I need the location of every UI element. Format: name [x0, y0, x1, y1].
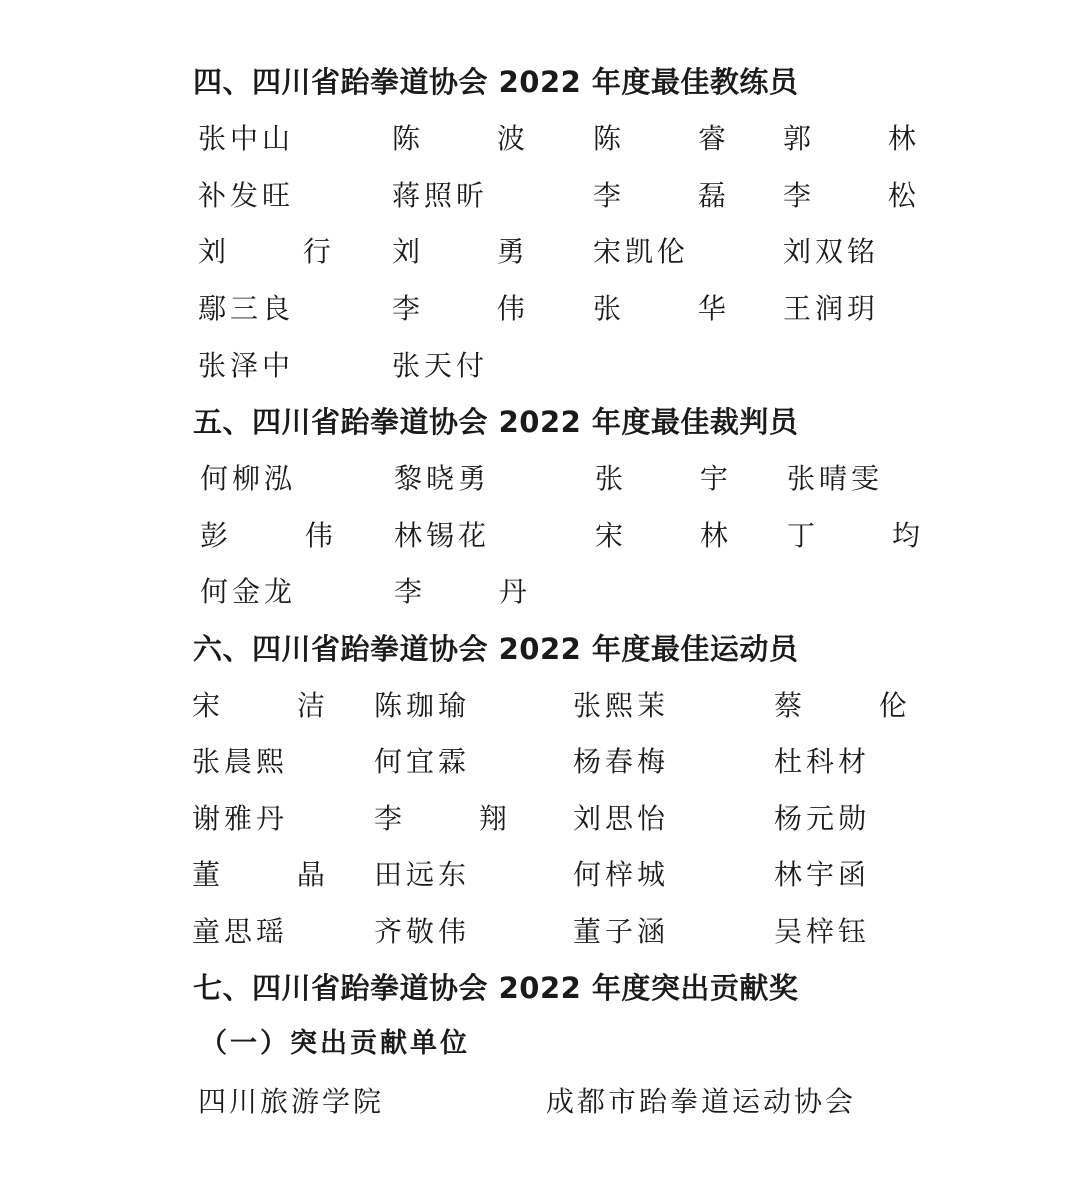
athlete-name: 何宜霖 — [374, 745, 471, 778]
athlete-name: 童思瑶 — [192, 915, 289, 948]
coach-name: 张中山 — [198, 122, 295, 155]
referee-name: 张晴雯 — [787, 462, 884, 495]
athlete-name: 吴梓钰 — [774, 915, 871, 948]
coach-name: 李 松 — [783, 179, 950, 212]
athlete-name: 谢雅丹 — [192, 802, 289, 835]
athlete-name: 刘思怡 — [573, 802, 670, 835]
section-title-best-athletes: 六、四川省跆拳道协会 2022 年度最佳运动员 — [193, 632, 799, 666]
athlete-name: 田远东 — [374, 858, 471, 891]
athlete-name: 董子涵 — [573, 915, 670, 948]
athlete-name: 张晨熙 — [192, 745, 289, 778]
contribution-unit: 成都市跆拳道运动协会 — [546, 1085, 857, 1118]
coach-name: 李 磊 — [593, 179, 760, 212]
coach-name: 陈 波 — [392, 122, 559, 155]
coach-name: 陈 睿 — [593, 122, 760, 155]
coach-name: 补发旺 — [198, 179, 295, 212]
coach-name: 张天付 — [392, 349, 489, 382]
athlete-name: 杨春梅 — [573, 745, 670, 778]
athlete-name: 陈珈瑜 — [374, 689, 471, 722]
coach-name: 刘双铭 — [783, 235, 880, 268]
referee-name: 彭 伟 — [200, 519, 367, 552]
athlete-name: 齐敬伟 — [374, 915, 471, 948]
section-title-best-coaches: 四、四川省跆拳道协会 2022 年度最佳教练员 — [193, 65, 799, 99]
athlete-name: 张熙茉 — [573, 689, 670, 722]
referee-name: 宋 林 — [595, 519, 762, 552]
coach-name: 李 伟 — [392, 292, 559, 325]
athlete-name: 何梓城 — [573, 858, 670, 891]
section-title-outstanding-contribution: 七、四川省跆拳道协会 2022 年度突出贡献奖 — [193, 971, 799, 1005]
coach-name: 宋凯伦 — [593, 235, 690, 268]
referee-name: 李 丹 — [394, 575, 561, 608]
athlete-name: 李 翔 — [374, 802, 541, 835]
athlete-name: 宋 洁 — [192, 689, 359, 722]
athlete-name: 蔡 伦 — [774, 689, 941, 722]
section-title-best-referees: 五、四川省跆拳道协会 2022 年度最佳裁判员 — [193, 405, 799, 439]
coach-name: 王润玥 — [783, 292, 880, 325]
athlete-name: 林宇函 — [774, 858, 871, 891]
coach-name: 刘 勇 — [392, 235, 559, 268]
contribution-unit: 四川旅游学院 — [198, 1085, 385, 1118]
coach-name: 张泽中 — [198, 349, 295, 382]
referee-name: 何柳泓 — [200, 462, 297, 495]
coach-name: 刘 行 — [198, 235, 365, 268]
coach-name: 蒋照昕 — [392, 179, 489, 212]
coach-name: 张 华 — [593, 292, 760, 325]
coach-name: 郭 林 — [783, 122, 950, 155]
athlete-name: 董 晶 — [192, 858, 359, 891]
referee-name: 丁 均 — [787, 519, 954, 552]
referee-name: 黎晓勇 — [394, 462, 491, 495]
athlete-name: 杜科材 — [774, 745, 871, 778]
referee-name: 何金龙 — [200, 575, 297, 608]
referee-name: 张 宇 — [595, 462, 762, 495]
coach-name: 鄢三良 — [198, 292, 295, 325]
referee-name: 林锡花 — [394, 519, 491, 552]
subsection-title-contribution-units: （一）突出贡献单位 — [200, 1028, 470, 1059]
athlete-name: 杨元勋 — [774, 802, 871, 835]
